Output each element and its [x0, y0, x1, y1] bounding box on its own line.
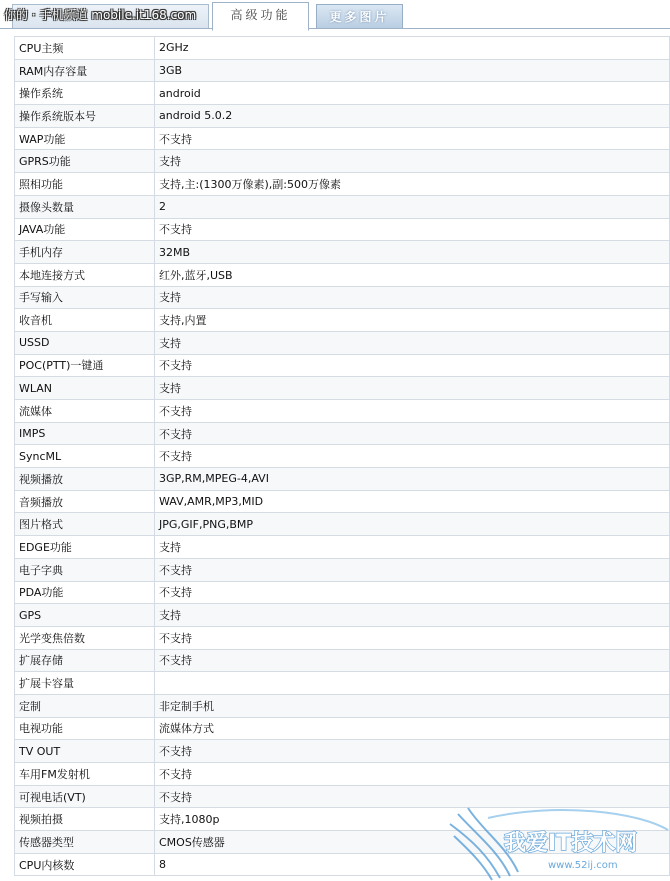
spec-key: 定制	[15, 694, 155, 717]
spec-value: 不支持	[155, 127, 670, 150]
spec-key: 音频播放	[15, 490, 155, 513]
spec-key: 收音机	[15, 309, 155, 332]
spec-row	[15, 331, 670, 354]
spec-key: WAP功能	[15, 127, 155, 150]
spec-value: 不支持	[155, 445, 670, 468]
spec-row	[15, 536, 670, 559]
spec-value: 不支持	[155, 785, 670, 808]
spec-value: 支持	[155, 604, 670, 627]
spec-key: IMPS	[15, 422, 155, 445]
spec-key: 手写输入	[15, 286, 155, 309]
spec-value: 红外,蓝牙,USB	[155, 263, 670, 286]
spec-row	[15, 309, 670, 332]
spec-value: 不支持	[155, 763, 670, 786]
spec-value: JPG,GIF,PNG,BMP	[155, 513, 670, 536]
spec-value: 不支持	[155, 581, 670, 604]
spec-key: EDGE功能	[15, 536, 155, 559]
spec-value: WAV,AMR,MP3,MID	[155, 490, 670, 513]
spec-value: 不支持	[155, 740, 670, 763]
spec-row	[15, 626, 670, 649]
spec-key: 手机内存	[15, 241, 155, 264]
spec-key: 视频拍摄	[15, 808, 155, 831]
spec-value: android	[155, 82, 670, 105]
spec-key: 流媒体	[15, 400, 155, 423]
tab-advanced-features[interactable]: 高级功能	[212, 2, 309, 31]
spec-key: CPU内核数	[15, 853, 155, 876]
spec-row	[15, 218, 670, 241]
spec-row	[15, 558, 670, 581]
spec-key: 可视电话(VT)	[15, 785, 155, 808]
spec-key: 光学变焦倍数	[15, 626, 155, 649]
spec-table	[14, 36, 670, 876]
spec-key: RAM内存容量	[15, 59, 155, 82]
spec-key: 本地连接方式	[15, 263, 155, 286]
spec-row	[15, 263, 670, 286]
spec-value: 支持	[155, 536, 670, 559]
spec-key: PDA功能	[15, 581, 155, 604]
spec-value: 支持,1080p	[155, 808, 670, 831]
spec-key: 扩展存储	[15, 649, 155, 672]
spec-value: 支持,主:(1300万像素),副:500万像素	[155, 173, 670, 196]
spec-value: 支持	[155, 377, 670, 400]
spec-row	[15, 763, 670, 786]
spec-value: 支持	[155, 150, 670, 173]
tab-divider	[0, 28, 670, 29]
spec-row	[15, 581, 670, 604]
spec-value: CMOS传感器	[155, 831, 670, 854]
spec-row	[15, 853, 670, 876]
spec-key: USSD	[15, 331, 155, 354]
spec-value: 2GHz	[155, 37, 670, 60]
spec-row	[15, 241, 670, 264]
spec-value: 不支持	[155, 626, 670, 649]
spec-value: android 5.0.2	[155, 105, 670, 128]
spec-key: CPU主频	[15, 37, 155, 60]
watermark-url: www.52ij.com	[548, 860, 618, 871]
spec-key: SyncML	[15, 445, 155, 468]
spec-row	[15, 831, 670, 854]
site-watermark: 你的 · 手机频道 mobile.it168.com	[4, 8, 197, 22]
spec-row	[15, 127, 670, 150]
spec-key: 电视功能	[15, 717, 155, 740]
spec-key: TV OUT	[15, 740, 155, 763]
spec-row	[15, 195, 670, 218]
spec-key: 摄像头数量	[15, 195, 155, 218]
spec-key: WLAN	[15, 377, 155, 400]
spec-row	[15, 717, 670, 740]
spec-key: JAVA功能	[15, 218, 155, 241]
tab-more-images[interactable]: 更多图片	[316, 4, 403, 29]
spec-value: 不支持	[155, 422, 670, 445]
spec-row	[15, 468, 670, 491]
spec-key: 操作系统	[15, 82, 155, 105]
spec-value: 8	[155, 853, 670, 876]
spec-row	[15, 649, 670, 672]
spec-row	[15, 445, 670, 468]
spec-value: 不支持	[155, 400, 670, 423]
spec-value: 不支持	[155, 649, 670, 672]
spec-row	[15, 82, 670, 105]
spec-key: GPRS功能	[15, 150, 155, 173]
spec-row	[15, 785, 670, 808]
spec-key: POC(PTT)一键通	[15, 354, 155, 377]
spec-key: 图片格式	[15, 513, 155, 536]
spec-key: 视频播放	[15, 468, 155, 491]
spec-row	[15, 59, 670, 82]
spec-key: GPS	[15, 604, 155, 627]
spec-value: 不支持	[155, 558, 670, 581]
spec-row	[15, 377, 670, 400]
spec-row	[15, 490, 670, 513]
spec-row	[15, 672, 670, 695]
spec-value: 流媒体方式	[155, 717, 670, 740]
tab-bar	[0, 0, 670, 30]
spec-value: 不支持	[155, 218, 670, 241]
spec-value: 支持	[155, 286, 670, 309]
spec-value: 32MB	[155, 241, 670, 264]
spec-row	[15, 150, 670, 173]
spec-key: 操作系统版本号	[15, 105, 155, 128]
spec-row	[15, 422, 670, 445]
spec-row	[15, 354, 670, 377]
spec-row	[15, 604, 670, 627]
spec-row	[15, 173, 670, 196]
spec-key: 车用FM发射机	[15, 763, 155, 786]
spec-key: 电子字典	[15, 558, 155, 581]
watermark-title: 我爱IT技术网	[504, 831, 638, 856]
spec-row	[15, 400, 670, 423]
spec-value: 3GP,RM,MPEG-4,AVI	[155, 468, 670, 491]
spec-value: 支持	[155, 331, 670, 354]
spec-row	[15, 286, 670, 309]
spec-key: 扩展卡容量	[15, 672, 155, 695]
spec-value: 支持,内置	[155, 309, 670, 332]
spec-row	[15, 694, 670, 717]
spec-value: 2	[155, 195, 670, 218]
spec-value: 3GB	[155, 59, 670, 82]
spec-row	[15, 808, 670, 831]
spec-row	[15, 105, 670, 128]
spec-key: 传感器类型	[15, 831, 155, 854]
spec-value: 不支持	[155, 354, 670, 377]
spec-value	[155, 672, 670, 695]
spec-value: 非定制手机	[155, 694, 670, 717]
spec-key: 照相功能	[15, 173, 155, 196]
spec-row	[15, 740, 670, 763]
spec-row	[15, 37, 670, 60]
spec-row	[15, 513, 670, 536]
